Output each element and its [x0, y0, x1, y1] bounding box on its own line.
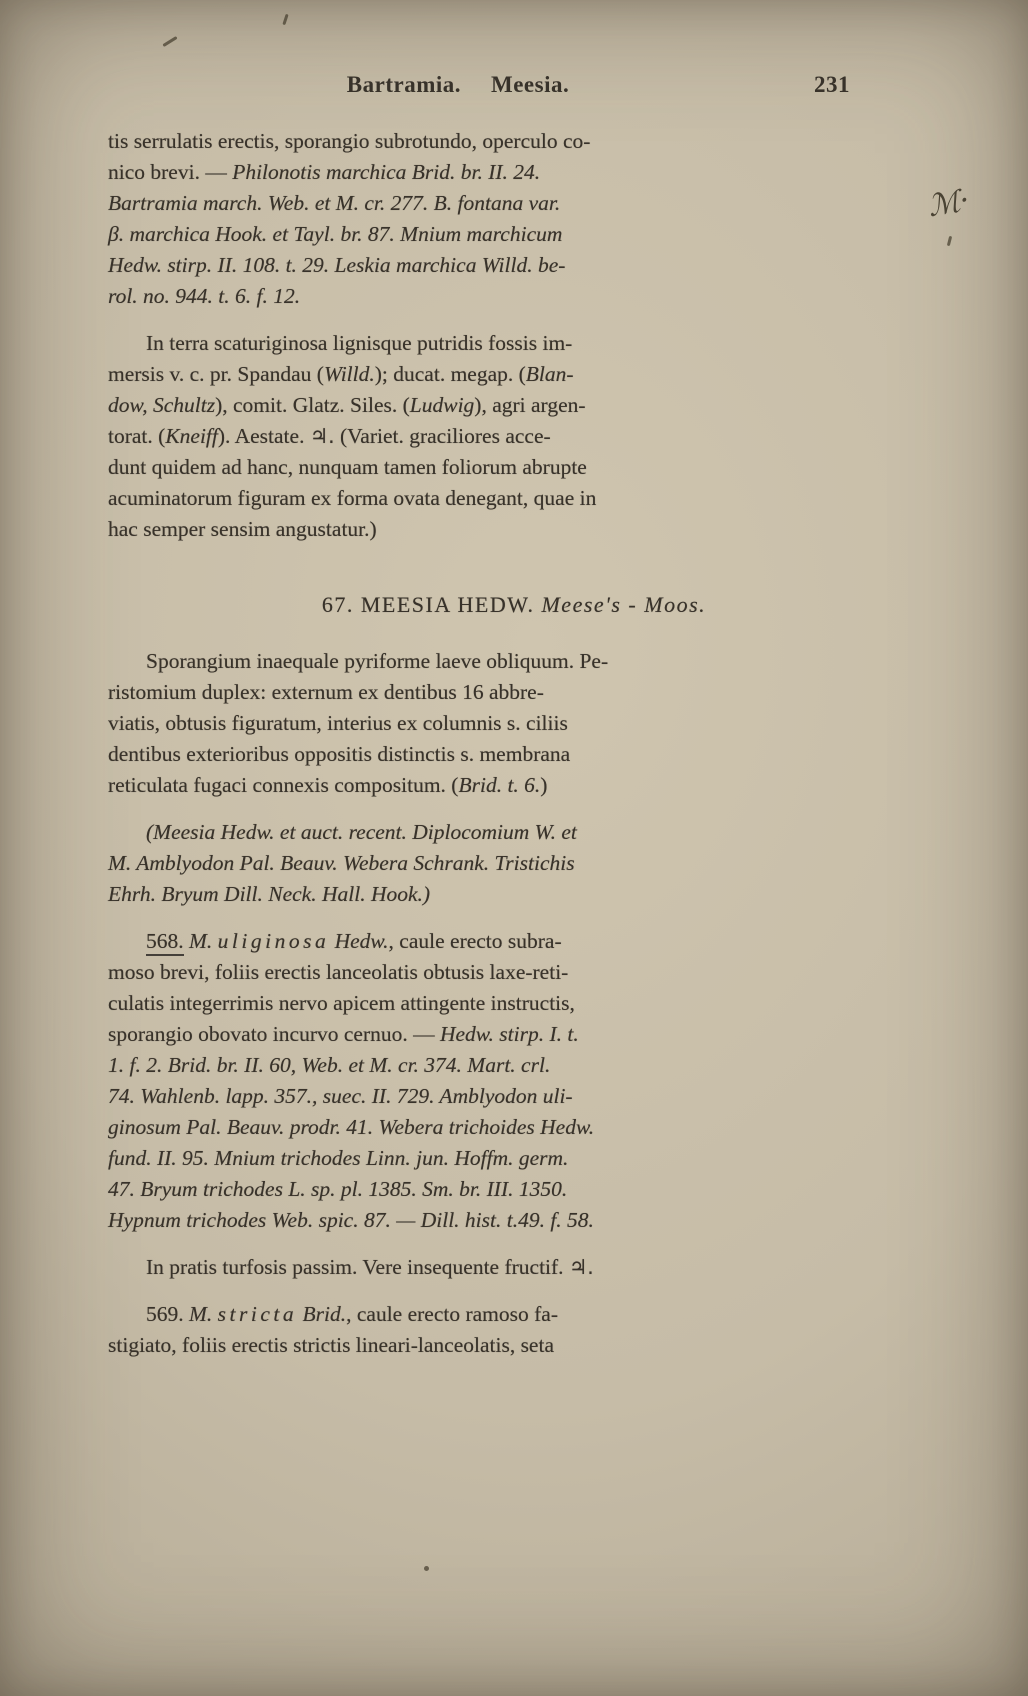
text-segment: In pratis turfosis passim. Vere insequente fructif. — [146, 1255, 569, 1279]
text-segment: Hedw. — [329, 929, 389, 953]
text-segment: torat. ( — [108, 424, 166, 448]
text-segment: Ludwig — [409, 393, 475, 417]
text-segment: culatis integerrimis nervo apicem attingente instructis, — [108, 991, 575, 1015]
text-segment: Willd. — [323, 362, 375, 386]
text-segment: 568. — [146, 929, 184, 956]
perennial-symbol: ♃. — [309, 424, 335, 448]
text-segment: 569. — [146, 1302, 189, 1326]
text-segment: M. — [189, 929, 218, 953]
text-line — [108, 126, 920, 157]
paragraph — [108, 126, 920, 312]
text-segment: sporangio obovato incurvo cernuo. — — [108, 1022, 440, 1046]
text-segment: , caule erecto subra- — [388, 929, 562, 953]
text-segment: stricta — [217, 1302, 298, 1326]
text-line — [108, 739, 920, 770]
ink-speck — [162, 36, 177, 47]
text-line — [108, 157, 920, 188]
text-line — [108, 328, 920, 359]
text-line — [108, 770, 920, 801]
text-segment: ) — [540, 773, 548, 797]
text-segment: Meese's - Moos. — [541, 592, 707, 617]
text-line — [108, 1299, 920, 1330]
text-segment: 47. Bryum trichodes L. sp. pl. 1385. Sm. br. III. 1350. — [108, 1177, 568, 1201]
text-segment: ristomium duplex: externum ex dentibus 16 abbre- — [108, 680, 544, 704]
text-line — [108, 1019, 920, 1050]
text-segment: ), agri argen- — [474, 393, 586, 417]
text-segment: Kneiff — [165, 424, 218, 448]
section-heading — [108, 589, 920, 620]
text-segment: ), comit. Glatz. Siles. ( — [215, 393, 410, 417]
text-segment: uliginosa — [217, 929, 330, 953]
text-line — [108, 1174, 920, 1205]
text-line — [108, 1081, 920, 1112]
text-segment: fund. II. 95. Mnium trichodes Linn. jun. Hoffm. germ. — [108, 1146, 569, 1170]
text-line — [108, 988, 920, 1019]
text-line — [108, 957, 920, 988]
text-segment: Hedw. stirp. II. 108. t. 29. Leskia marchica Willd. be- — [108, 253, 566, 277]
text-segment: (Variet. graciliores acce- — [334, 424, 551, 448]
text-segment: tis serrulatis erectis, sporangio subrotundo, operculo co- — [108, 129, 591, 153]
text-segment: ginosum Pal. Beauv. prodr. 41. Webera trichoides Hedw. — [108, 1115, 595, 1139]
text-segment: hac semper sensim angustatur.) — [108, 517, 377, 541]
text-line — [108, 188, 920, 219]
running-head-left: Bartramia. — [346, 72, 461, 97]
ink-speck — [424, 1566, 429, 1571]
text-segment: ). Aestate. — [217, 424, 310, 448]
text-segment: rol. no. 944. t. 6. f. 12. — [108, 284, 301, 308]
paragraph — [108, 1299, 920, 1361]
text-line — [108, 1205, 920, 1236]
page-number: 231 — [814, 72, 850, 97]
text-segment: Bartramia march. Web. et M. cr. 277. B. fontana var. — [108, 191, 561, 215]
text-segment: Blan- — [525, 362, 574, 386]
text-line — [108, 250, 920, 281]
text-segment: Hedw. stirp. I. t. — [439, 1022, 579, 1046]
text-line — [108, 1252, 920, 1283]
text-segment: 67. MEESIA HEDW. — [321, 592, 542, 617]
text-segment: dentibus exterioribus oppositis distinctis s. membrana — [108, 742, 571, 766]
text-segment: Brid. — [297, 1302, 347, 1326]
text-line — [108, 879, 920, 910]
text-segment: Sporangium inaequale pyriforme laeve obliquum. Pe- — [146, 649, 609, 673]
text-segment: stigiato, foliis erectis strictis lineari-lanceolatis, seta — [108, 1333, 554, 1357]
text-segment: nico brevi. — — [108, 160, 233, 184]
text-segment: β. marchica Hook. et Tayl. br. 87. Mnium marchicum — [108, 222, 563, 246]
text-line — [108, 514, 920, 545]
text-block — [108, 126, 920, 1377]
text-segment: acuminatorum figuram ex forma ovata denegant, quae in — [108, 486, 597, 510]
text-segment: viatis, obtusis figuratum, interius ex columnis s. ciliis — [108, 711, 568, 735]
text-line — [108, 483, 920, 514]
text-line — [108, 421, 920, 452]
text-line — [108, 452, 920, 483]
text-line — [108, 1112, 920, 1143]
text-segment: Hypnum trichodes Web. spic. 87. — Dill. hist. t.49. f. 58. — [108, 1208, 594, 1232]
text-line — [108, 390, 920, 421]
paragraph — [108, 817, 920, 910]
text-line — [108, 1330, 920, 1361]
text-segment: , caule erecto ramoso fa- — [346, 1302, 559, 1326]
text-line — [108, 646, 920, 677]
ink-speck — [282, 14, 288, 25]
text-line — [108, 848, 920, 879]
paragraph — [108, 926, 920, 1236]
text-segment: M. — [189, 1302, 218, 1326]
running-head — [110, 72, 916, 98]
running-head-title — [55, 72, 861, 98]
text-line — [108, 708, 920, 739]
text-line — [108, 677, 920, 708]
paragraph — [108, 646, 920, 801]
running-head-right: Meesia. — [491, 72, 570, 97]
text-line — [108, 1143, 920, 1174]
perennial-symbol: ♃. — [568, 1255, 594, 1279]
ink-speck — [947, 236, 952, 246]
text-line — [108, 589, 920, 620]
text-segment: ); ducat. megap. ( — [374, 362, 526, 386]
text-line — [108, 817, 920, 848]
text-line — [108, 359, 920, 390]
text-line — [108, 926, 920, 957]
text-segment: reticulata fugaci connexis compositum. ( — [108, 773, 459, 797]
text-segment: mersis v. c. pr. Spandau ( — [108, 362, 324, 386]
text-segment: dow, Schultz — [108, 393, 216, 417]
text-segment: In terra scaturiginosa lignisque putridis fossis im- — [146, 331, 573, 355]
text-line — [108, 1050, 920, 1081]
text-segment: M. Amblyodon Pal. Beauv. Webera Schrank. Tristichis — [108, 851, 575, 875]
text-segment: Brid. t. 6. — [458, 773, 541, 797]
text-line — [108, 219, 920, 250]
paragraph — [108, 1252, 920, 1283]
text-segment: 1. f. 2. Brid. br. II. 60, Web. et M. cr. 374. Mart. crl. — [108, 1053, 551, 1077]
text-segment: moso brevi, foliis erectis lanceolatis obtusis laxe-reti- — [108, 960, 569, 984]
text-segment: 74. Wahlenb. lapp. 357., suec. II. 729. Amblyodon uli- — [108, 1084, 573, 1108]
text-segment: Philonotis marchica Brid. br. II. 24. — [232, 160, 541, 184]
text-segment: (Meesia Hedw. et auct. recent. Diplocomium W. et — [146, 820, 577, 844]
handwritten-margin-mark: ℳ· — [925, 182, 973, 225]
text-segment: Ehrh. Bryum Dill. Neck. Hall. Hook.) — [108, 882, 431, 906]
paragraph — [108, 328, 920, 545]
text-segment: dunt quidem ad hanc, nunquam tamen foliorum abrupte — [108, 455, 587, 479]
text-line — [108, 281, 920, 312]
